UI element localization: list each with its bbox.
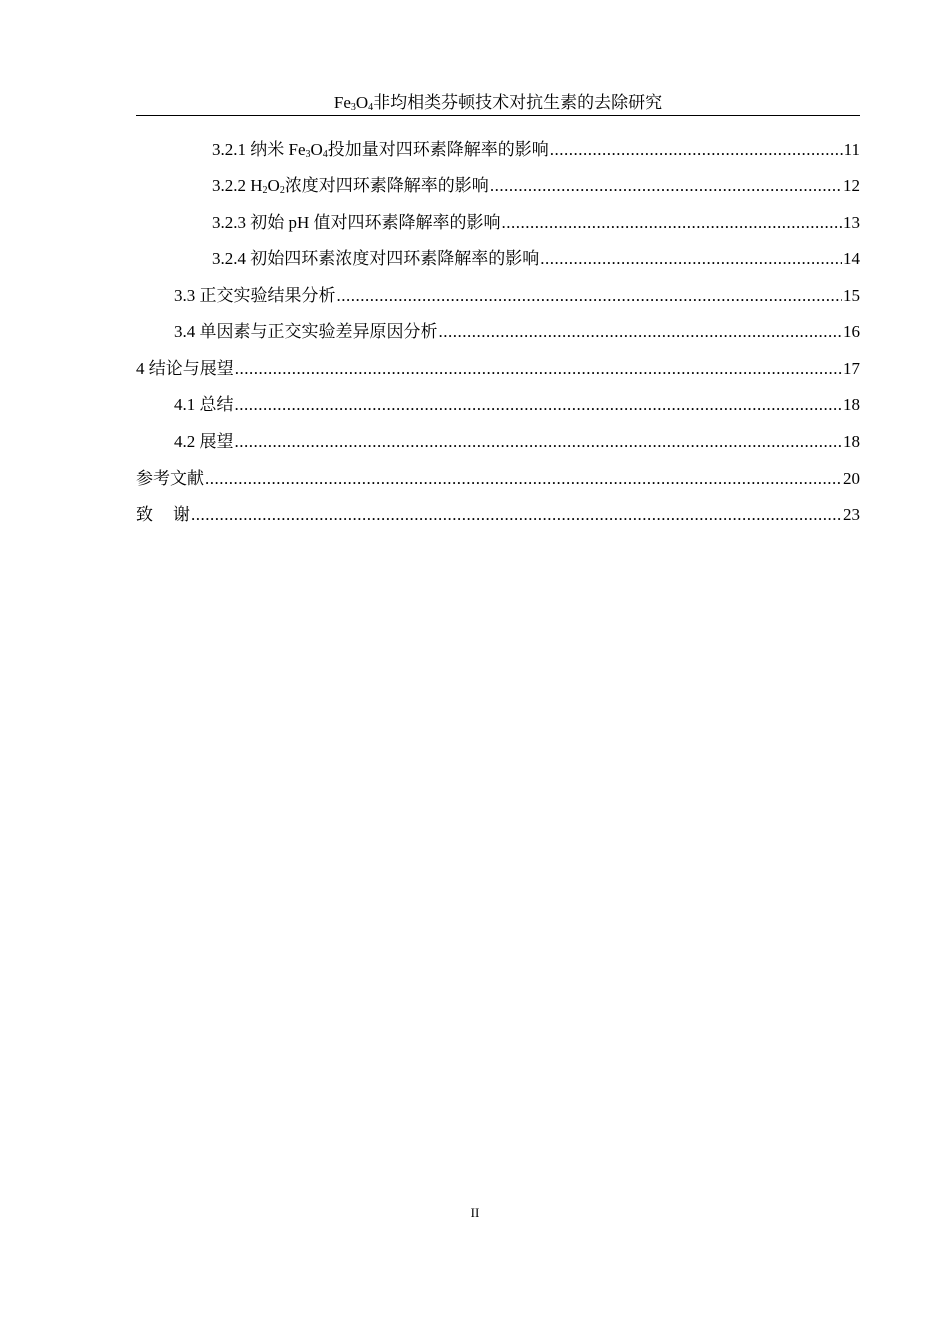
toc-title-part-b: 谢	[173, 505, 190, 524]
toc-entry-title: 4.1 总结	[174, 395, 234, 414]
toc-page-number: 23	[843, 505, 860, 524]
toc-entry-3-2-2[interactable]	[212, 174, 860, 198]
toc-title-mid: O	[310, 140, 323, 159]
toc-title-suffix: 浓度对四环素降解率的影响	[284, 176, 489, 195]
toc-entry-title: 3.4 单因素与正交实验差异原因分析	[174, 322, 438, 341]
toc-dot-leader	[550, 138, 843, 162]
header-title-o: O	[355, 93, 369, 112]
toc-page-number: 13	[843, 213, 860, 232]
toc-entry-references[interactable]	[136, 467, 860, 491]
toc-entry-3-3[interactable]	[174, 284, 860, 308]
toc-dot-leader	[235, 357, 842, 381]
header-title-rest: 非均相类芬顿技术对抗生素的去除研究	[373, 93, 663, 112]
toc-title-part-a: 致	[136, 505, 173, 524]
toc-entry-title: 3.2.4 初始四环素浓度对四环素降解率的影响	[212, 249, 540, 268]
toc-entry-title	[136, 503, 190, 527]
toc-title-prefix: 3.2.2 H	[212, 176, 263, 195]
toc-title-sub: 4	[322, 149, 328, 160]
toc-page-number: 18	[843, 395, 860, 414]
toc-title-suffix: 投加量对四环素降解率的影响	[327, 140, 549, 159]
toc-title-prefix: 3.2.1 纳米 Fe	[212, 140, 306, 159]
toc-page-number: 11	[843, 140, 860, 159]
toc-entry-title: 3.2.3 初始 pH 值对四环素降解率的影响	[212, 213, 501, 232]
header-title-fe: Fe	[333, 93, 351, 112]
toc-dot-leader	[235, 430, 843, 454]
toc-page-number: 17	[843, 359, 860, 378]
toc-entry-3-2-1[interactable]	[212, 138, 860, 162]
toc-dot-leader	[235, 393, 843, 417]
header-title-sub-3: 3	[350, 102, 356, 113]
toc-dot-leader	[205, 467, 842, 491]
toc-entry-title: 4 结论与展望	[136, 359, 234, 378]
toc-entry-acknowledgements[interactable]	[136, 503, 860, 527]
toc-dot-leader	[490, 174, 842, 198]
toc-entry-4-2[interactable]	[174, 430, 860, 454]
toc-title-mid: O	[267, 176, 280, 195]
toc-page-number: 12	[843, 176, 860, 195]
toc-page-number: 14	[843, 249, 860, 268]
table-of-contents	[0, 0, 950, 560]
toc-entry-3-2-3[interactable]	[212, 211, 860, 235]
header-title-sub-4: 4	[368, 102, 374, 113]
toc-entry-title: 4.2 展望	[174, 432, 234, 451]
toc-entry-title: 3.3 正交实验结果分析	[174, 286, 336, 305]
toc-entry-title	[212, 174, 489, 198]
toc-title-sub: 2	[262, 185, 268, 196]
toc-page-number: 16	[843, 322, 860, 341]
toc-title-sub: 3	[305, 149, 311, 160]
toc-page-number: 20	[843, 469, 860, 488]
toc-entry-title: 参考文献	[136, 469, 204, 488]
toc-dot-leader	[439, 320, 843, 344]
toc-title-sub: 2	[279, 185, 285, 196]
page-footer-number: II	[470, 1205, 480, 1220]
toc-entry-3-4[interactable]	[174, 320, 860, 344]
toc-page-number: 18	[843, 432, 860, 451]
toc-dot-leader	[540, 247, 842, 271]
toc-dot-leader	[191, 503, 842, 527]
toc-entry-4[interactable]	[136, 357, 860, 381]
toc-dot-leader	[502, 211, 842, 235]
toc-entry-4-1[interactable]	[174, 393, 860, 417]
toc-entry-title	[212, 138, 549, 162]
toc-page-number: 15	[843, 286, 860, 305]
toc-entry-3-2-4[interactable]	[212, 247, 860, 271]
toc-dot-leader	[337, 284, 843, 308]
